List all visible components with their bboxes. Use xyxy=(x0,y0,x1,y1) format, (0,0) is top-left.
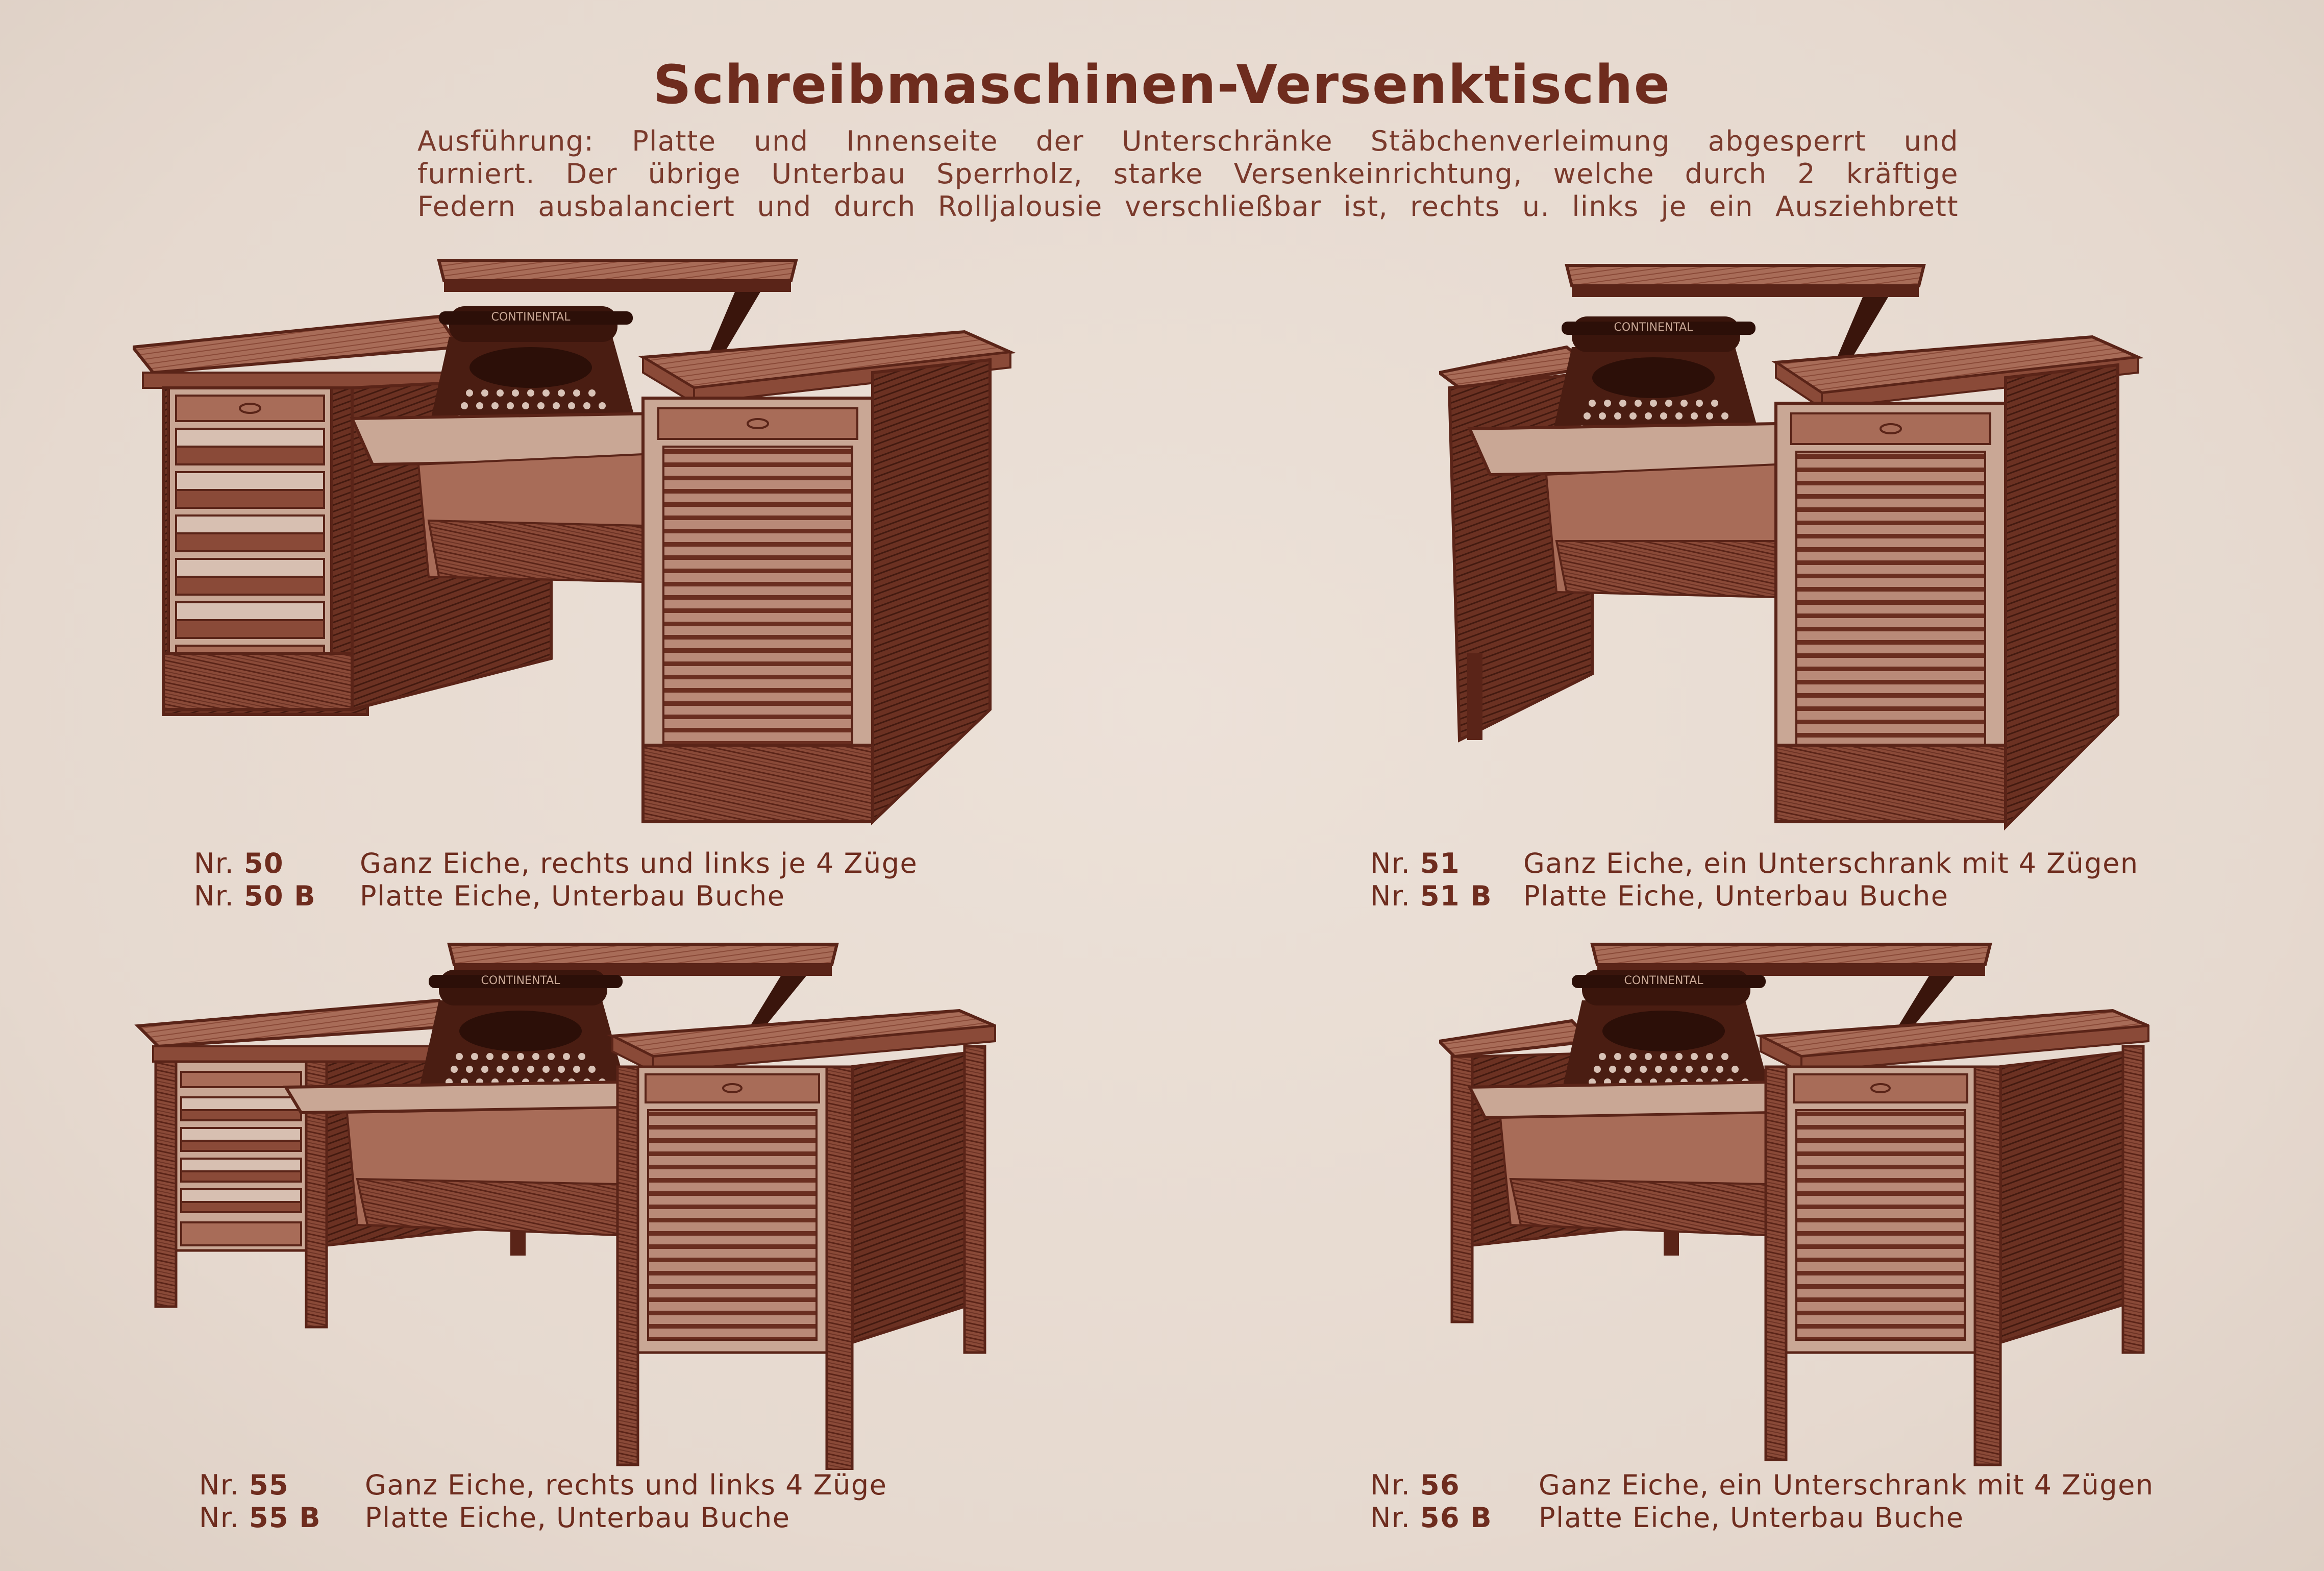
desk-illustration-51 xyxy=(1439,255,2154,847)
item-number: 51 B xyxy=(1420,880,1493,912)
description-text xyxy=(417,125,1959,223)
item-number: 50 B xyxy=(243,880,316,912)
desk-illustration-56 xyxy=(1439,939,2179,1470)
item-prefix: Nr. xyxy=(199,1502,240,1534)
item-description: Platte Eiche, Unterbau Buche xyxy=(1539,1502,1964,1534)
item-number: 56 B xyxy=(1420,1502,1493,1534)
item-number: 56 xyxy=(1420,1469,1461,1501)
description-line: Federn ausbalanciert und durch Rolljalousie verschließbar ist, rechts u. links je ein Ausziehbrett xyxy=(417,190,1959,223)
desk-illustration-55 xyxy=(133,939,1041,1470)
item-number: 55 xyxy=(249,1469,289,1501)
item-prefix: Nr. xyxy=(1370,1469,1411,1501)
item-description: Platte Eiche, Unterbau Buche xyxy=(1523,880,1949,912)
page-title: Schreibmaschinen-Versenktische xyxy=(653,54,1671,116)
item-prefix: Nr. xyxy=(1370,847,1411,879)
item-number: 50 xyxy=(243,847,284,879)
caption-51 xyxy=(1370,847,2289,913)
item-prefix: Nr. xyxy=(199,1469,240,1501)
description-line: furniert. Der übrige Unterbau Sperrholz, starke Versenkeinrichtung, welche durch 2 kräftige xyxy=(417,158,1959,190)
item-number: 55 B xyxy=(249,1502,322,1534)
caption-56 xyxy=(1370,1469,2289,1534)
caption-55 xyxy=(199,1469,1067,1534)
item-prefix: Nr. xyxy=(1370,880,1411,912)
item-description: Ganz Eiche, rechts und links 4 Züge xyxy=(365,1469,887,1501)
caption-50 xyxy=(194,847,1061,913)
item-description: Ganz Eiche, rechts und links je 4 Züge xyxy=(360,847,918,879)
item-prefix: Nr. xyxy=(1370,1502,1411,1534)
item-number: 51 xyxy=(1420,847,1461,879)
item-description: Ganz Eiche, ein Unterschrank mit 4 Zügen xyxy=(1523,847,2139,879)
item-description: Platte Eiche, Unterbau Buche xyxy=(360,880,785,912)
item-prefix: Nr. xyxy=(194,847,235,879)
item-prefix: Nr. xyxy=(194,880,235,912)
desk-illustration-50 xyxy=(133,250,1031,842)
item-description: Ganz Eiche, ein Unterschrank mit 4 Zügen xyxy=(1539,1469,2154,1501)
item-description: Platte Eiche, Unterbau Buche xyxy=(365,1502,790,1534)
description-line: Ausführung: Platte und Innenseite der Unterschränke Stäbchenverleimung abgesperrt und xyxy=(417,125,1959,157)
